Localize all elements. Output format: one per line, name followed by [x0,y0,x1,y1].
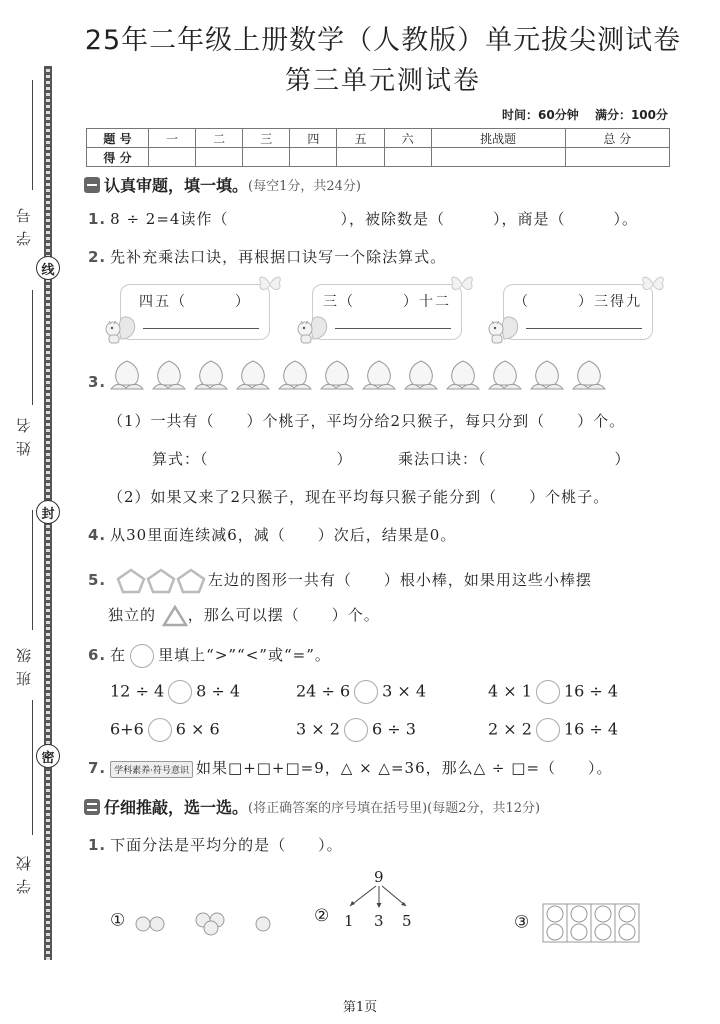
header-cell: 二 [196,129,243,148]
compare-circle[interactable] [344,718,368,742]
header-cell: 六 [384,129,431,148]
peach-icon [192,358,230,392]
option-3: ③ [514,902,641,944]
question-1-4: 4. 从30里面连续减6，减（ ）次后，结果是0。 [88,526,457,544]
compare-item: 24 ÷ 6 3 × 4 [296,680,426,704]
header-cell: 三 [243,129,290,148]
seal-xian: 线 [36,256,60,280]
name-line[interactable] [32,290,33,405]
name-label: 姓名 [14,410,33,456]
header-cell: 总 分 [565,129,669,148]
peach-icon [528,358,566,392]
peach-icon [402,358,440,392]
compare-circle[interactable] [536,680,560,704]
answer-line[interactable] [526,328,642,329]
question-1-7: 7. 学科素养·符号意识 如果□+□+□=9，△ × △=36，那么△ ÷ □=（ ）。 [88,759,613,777]
question-1-3-part1: （1）一共有（ ）个桃子，平均分给2只猴子，每只分到（ ）个。 [108,412,626,430]
answer-line[interactable] [143,328,259,329]
option-1: ① [110,906,283,936]
exam-subtitle: 第三单元测试卷 [284,66,481,96]
circle-icon [130,644,154,668]
score-cell[interactable] [337,148,384,167]
pentagons-icon [116,568,208,594]
question-1-5-line1: 5. 左边的图形一共有（ ）根小棒，如果用这些小棒摆 [88,568,592,594]
grouped-circles-icon [541,902,641,944]
competency-tag: 学科素养·符号意识 [110,761,193,778]
squirrel-icon [486,309,522,345]
score-table-header-row [87,129,670,148]
seal-feng: 封 [36,500,60,524]
peach-icon [276,358,314,392]
score-table-score-row [87,148,670,167]
exam-title: 25年二年级上册数学（人教版）单元拔尖测试卷 [84,25,682,56]
time-limit: 时间：60分钟 [502,108,579,122]
peach-icon [108,358,146,392]
header-cell: 四 [290,129,337,148]
class-line[interactable] [32,510,33,630]
question-1-3-part2: （2）如果又来了2只猴子，现在平均每只猴子能分到（ ）个桃子。 [108,488,610,506]
question-2-1: 1. 下面分法是平均分的是（ ）。 [88,836,343,854]
squirrel-icon [295,309,331,345]
score-cell[interactable] [243,148,290,167]
header-cell: 一 [149,129,196,148]
compare-item: 3 × 2 6 ÷ 3 [296,718,416,742]
squirrel-icon [103,309,139,345]
binding-margin [0,0,80,1024]
question-1-3-number: 3. [88,373,107,391]
class-label: 班级 [14,640,33,686]
header-cell: 挑战题 [431,129,565,148]
apples-icon [133,906,283,936]
student-id-line[interactable] [32,80,33,190]
option-2: ② 9 1 3 5 [314,868,424,932]
peach-icon [444,358,482,392]
peach-icon [360,358,398,392]
score-row-label: 得 分 [87,148,149,167]
score-cell[interactable] [384,148,431,167]
compare-item: 2 × 2 16 ÷ 4 [488,718,618,742]
compare-circle[interactable] [168,680,192,704]
score-cell[interactable] [290,148,337,167]
question-1-1: 1. 8 ÷ 2=4读作（ ），被除数是（ ），商是（ ）。 [88,210,638,228]
school-label: 学校 [14,848,33,894]
seal-mi: 密 [36,744,60,768]
score-cell[interactable] [565,148,669,167]
question-1-5-line2: 独立的 ，那么可以摆（ ）个。 [108,604,380,627]
peach-icon [234,358,272,392]
peach-icon [318,358,356,392]
section-2-heading: 仔细推敲，选一选。 (将正确答案的序号填在括号里)(每题2分，共12分) [84,795,540,818]
question-1-6: 6. 在 里填上“>”“<”或“=”。 [88,644,331,668]
section-number-two-icon [84,799,100,815]
branch-arrows-icon [344,884,414,910]
triangle-icon [162,605,188,627]
peach-icon [150,358,188,392]
compare-item: 6+6 6 × 6 [110,718,220,742]
peach-row [108,358,608,392]
rhyme-blank: 乘法口诀：（ ） [398,450,631,468]
compare-item: 4 × 1 16 ÷ 4 [488,680,618,704]
full-score: 满分：100分 [594,108,668,122]
rhyme-card-2: 三（ ）十二 [312,284,462,340]
rhyme-card-1: 四五（ ） [120,284,270,340]
header-cell: 五 [337,129,384,148]
header-cell: 题 号 [87,129,149,148]
question-1-2: 2. 先补充乘法口诀，再根据口诀写一个除法算式。 [88,248,447,266]
school-line[interactable] [32,700,33,835]
compare-circle[interactable] [536,718,560,742]
compare-circle[interactable] [148,718,172,742]
exam-meta [490,106,668,123]
section-number-one-icon [84,177,100,193]
peach-icon [486,358,524,392]
score-cell[interactable] [196,148,243,167]
student-id-label: 学号 [14,200,33,246]
section-1-heading: 认真审题，填一填。 (每空1分，共24分) [84,173,361,196]
score-cell[interactable] [431,148,565,167]
rhyme-card-3: （ ）三得九 [503,284,653,340]
compare-circle[interactable] [354,680,378,704]
formula-blank: 算式：（ ） [152,450,353,468]
peach-icon [570,358,608,392]
score-table [86,128,670,167]
score-cell[interactable] [149,148,196,167]
page-number: 第1页 [342,1000,378,1015]
answer-line[interactable] [335,328,451,329]
compare-item: 12 ÷ 4 8 ÷ 4 [110,680,240,704]
